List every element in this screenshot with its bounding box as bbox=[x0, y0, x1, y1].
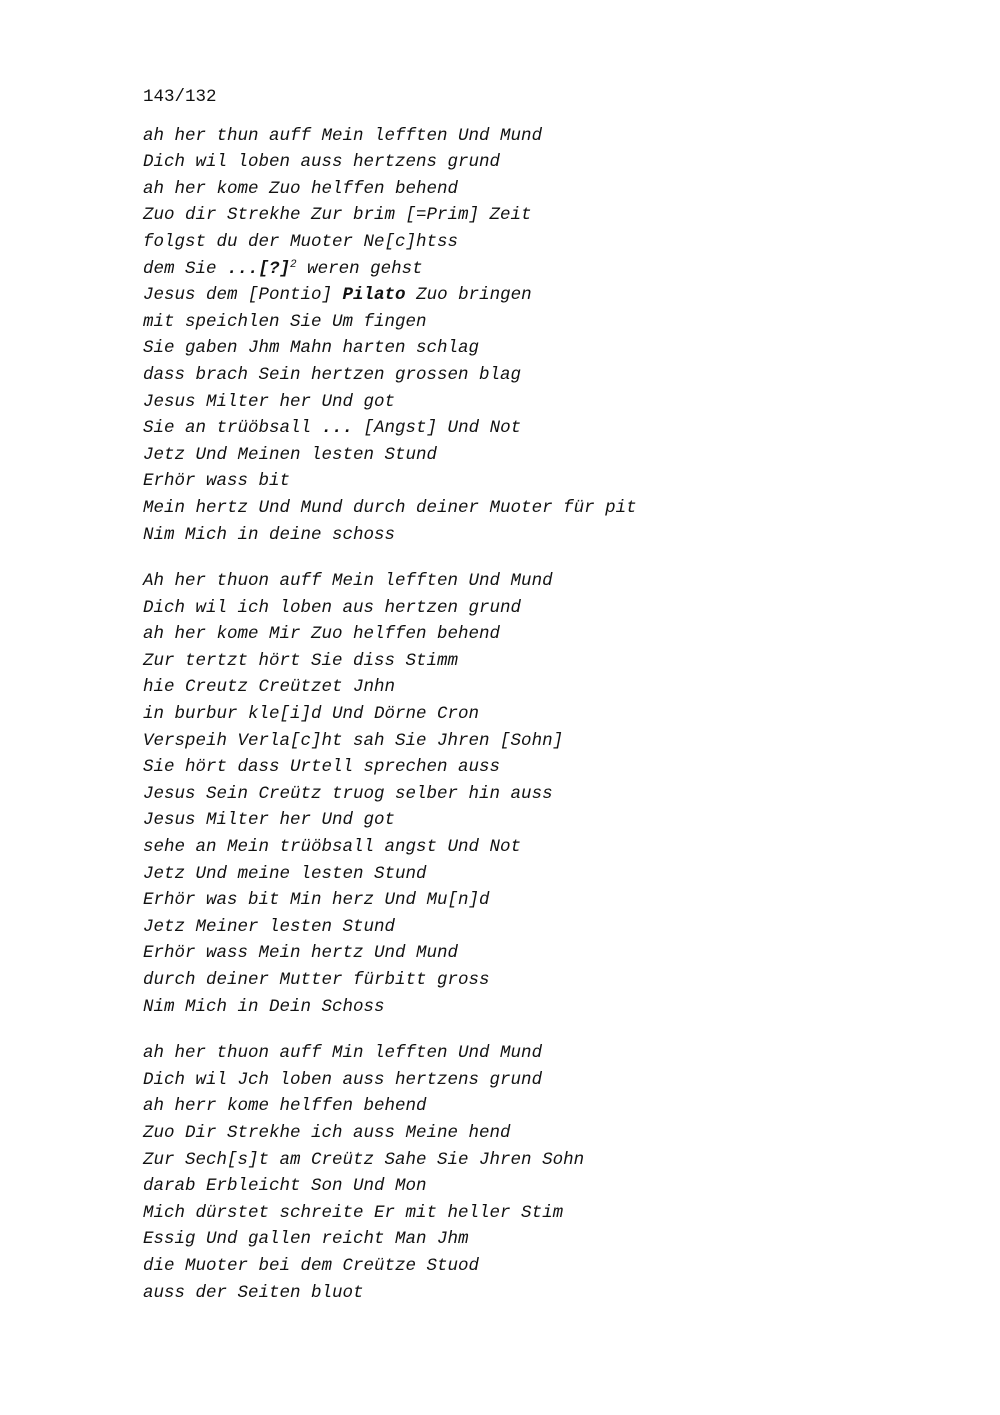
verse-line: sehe an Mein trüöbsall angst Und Not bbox=[143, 837, 522, 858]
verse-text: Sie an trüöbsall bbox=[143, 418, 322, 439]
verse-line bbox=[143, 256, 963, 283]
verse-text: [Angst] Und Not bbox=[353, 418, 522, 439]
verse-line: Erhör was bit Min herz Und Mu[n]d bbox=[143, 890, 490, 911]
verse-line: Zur tertzt hört Sie diss Stimm bbox=[143, 650, 459, 671]
verse-line: Zur Sech[s]t am Creütz Sahe Sie Jhren Sohn bbox=[143, 1149, 585, 1170]
verse-line: Zuo dir Strekhe Zur brim [=Prim] Zeit bbox=[143, 205, 532, 226]
verse-line: die Muoter bei dem Creütze Stuod bbox=[143, 1255, 480, 1276]
page-number: 143/132 bbox=[143, 87, 217, 107]
verse-line: Jesus Milter her Und got bbox=[143, 391, 396, 412]
verse-line: Jesus Sein Creütz truog selber hin auss bbox=[143, 783, 553, 804]
verse-line: ah her kome Mir Zuo helffen behend bbox=[143, 624, 501, 645]
verse-line bbox=[143, 415, 963, 442]
verse-line: darab Erbleicht Son Und Mon bbox=[143, 1176, 427, 1197]
verse-line: Zuo Dir Strekhe ich auss Meine hend bbox=[143, 1122, 511, 1143]
footnote-ref: 2 bbox=[290, 258, 297, 271]
verse-line: Verspeih Verla[c]ht sah Sie Jhren [Sohn] bbox=[143, 730, 564, 751]
verse-line: Mich dürstet schreite Er mit heller Stim bbox=[143, 1202, 564, 1223]
verse-line: Nim Mich in deine schoss bbox=[143, 524, 396, 545]
document-page bbox=[143, 84, 963, 1326]
verse-line: Nim Mich in Dein Schoss bbox=[143, 996, 385, 1017]
verse-line: in burbur kle[i]d Und Dörne Cron bbox=[143, 704, 480, 725]
verse-line: hie Creutz Creützet Jnhn bbox=[143, 677, 396, 698]
verse-line: Dich wil Jch loben auss hertzens grund bbox=[143, 1069, 543, 1090]
verse-line: Jesus Milter her Und got bbox=[143, 810, 396, 831]
verse-line: Dich wil loben auss hertzens grund bbox=[143, 152, 501, 173]
verse-line: mit speichlen Sie Um fingen bbox=[143, 311, 427, 332]
verse-line: Dich wil ich loben aus hertzen grund bbox=[143, 597, 522, 618]
verse-text: weren gehst bbox=[296, 258, 423, 279]
verse-line: folgst du der Muoter Ne[c]htss bbox=[143, 231, 459, 252]
stanza-3 bbox=[143, 1040, 963, 1306]
verse-text: dem Sie bbox=[143, 258, 228, 279]
verse-line: Erhör wass bit bbox=[143, 471, 291, 492]
verse-line: dass brach Sein hertzen grossen blag bbox=[143, 364, 522, 385]
illegible-mark: ...[?] bbox=[227, 258, 291, 279]
stanza-2 bbox=[143, 568, 963, 1020]
verse-line: auss der Seiten bluot bbox=[143, 1282, 364, 1303]
verse-line: Mein hertz Und Mund durch deiner Muoter für pit bbox=[143, 497, 637, 518]
verse-text: Jesus dem [Pontio] bbox=[143, 285, 343, 306]
verse-line: Sie hört dass Urtell sprechen auss bbox=[143, 757, 501, 778]
verse-line bbox=[143, 282, 963, 309]
verse-line: ah herr kome helffen behend bbox=[143, 1096, 427, 1117]
verse-line: ah her thun auff Mein lefften Und Mund bbox=[143, 125, 543, 146]
verse-line: Sie gaben Jhm Mahn harten schlag bbox=[143, 338, 480, 359]
verse-line: Ah her thuon auff Mein lefften Und Mund bbox=[143, 571, 553, 592]
verse-line: Essig Und gallen reicht Man Jhm bbox=[143, 1229, 469, 1250]
verse-line: ah her thuon auff Min lefften Und Mund bbox=[143, 1043, 543, 1064]
verse-line: ah her kome Zuo helffen behend bbox=[143, 178, 459, 199]
verse-line: Jetz Meiner lesten Stund bbox=[143, 916, 396, 937]
verse-line: Erhör wass Mein hertz Und Mund bbox=[143, 943, 459, 964]
verse-line: Jetz Und Meinen lesten Stund bbox=[143, 444, 438, 465]
verse-line: durch deiner Mutter fürbitt gross bbox=[143, 970, 490, 990]
verse-line: Jetz Und meine lesten Stund bbox=[143, 863, 427, 884]
stanza-1 bbox=[143, 123, 963, 549]
illegible-mark: ... bbox=[321, 418, 354, 439]
emphasized-name: Pilato bbox=[342, 285, 406, 306]
verse-text: Zuo bringen bbox=[405, 285, 532, 306]
